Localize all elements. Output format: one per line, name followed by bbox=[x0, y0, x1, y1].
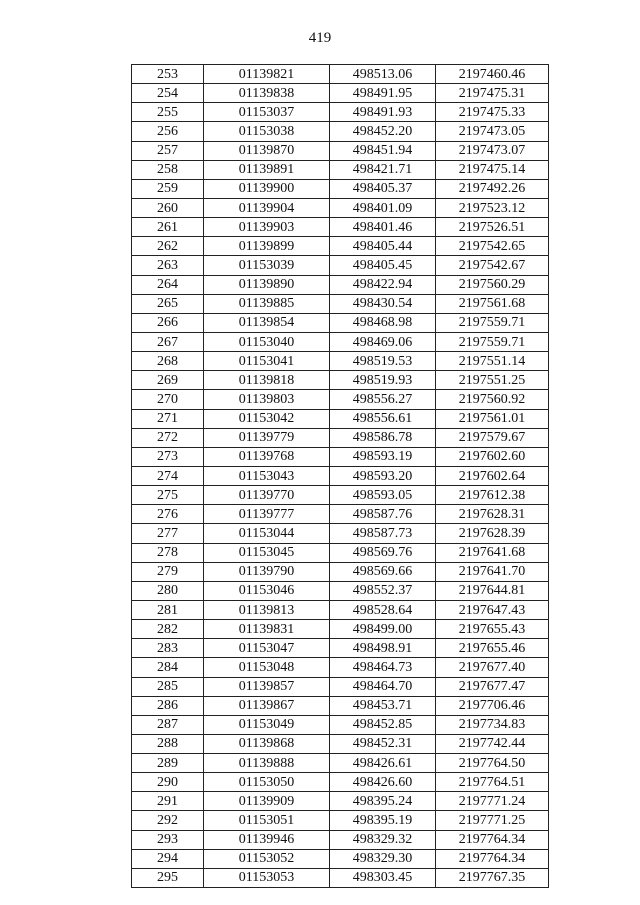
table-row bbox=[132, 715, 549, 734]
x-coordinate-cell: 498519.93 bbox=[330, 371, 436, 390]
y-coordinate-cell: 2197542.65 bbox=[436, 237, 549, 256]
code-cell: 01139790 bbox=[204, 562, 330, 581]
x-coordinate-cell: 498464.70 bbox=[330, 677, 436, 696]
point-number-cell: 261 bbox=[132, 218, 204, 237]
code-cell: 01153048 bbox=[204, 658, 330, 677]
y-coordinate-cell: 2197628.39 bbox=[436, 524, 549, 543]
point-number-cell: 294 bbox=[132, 849, 204, 868]
point-number-cell: 293 bbox=[132, 830, 204, 849]
code-cell: 01139868 bbox=[204, 734, 330, 753]
x-coordinate-cell: 498329.32 bbox=[330, 830, 436, 849]
table-row bbox=[132, 658, 549, 677]
table-row bbox=[132, 620, 549, 639]
x-coordinate-cell: 498452.20 bbox=[330, 122, 436, 141]
table-row bbox=[132, 390, 549, 409]
x-coordinate-cell: 498593.19 bbox=[330, 447, 436, 466]
y-coordinate-cell: 2197475.31 bbox=[436, 84, 549, 103]
x-coordinate-cell: 498519.53 bbox=[330, 352, 436, 371]
point-number-cell: 253 bbox=[132, 65, 204, 84]
point-number-cell: 288 bbox=[132, 734, 204, 753]
table-row bbox=[132, 371, 549, 390]
y-coordinate-cell: 2197771.25 bbox=[436, 811, 549, 830]
x-coordinate-cell: 498421.71 bbox=[330, 160, 436, 179]
code-cell: 01139854 bbox=[204, 313, 330, 332]
x-coordinate-cell: 498587.76 bbox=[330, 505, 436, 524]
code-cell: 01139870 bbox=[204, 141, 330, 160]
table-row bbox=[132, 256, 549, 275]
point-number-cell: 282 bbox=[132, 620, 204, 639]
table-row bbox=[132, 639, 549, 658]
x-coordinate-cell: 498468.98 bbox=[330, 313, 436, 332]
code-cell: 01139904 bbox=[204, 198, 330, 217]
table-row bbox=[132, 141, 549, 160]
y-coordinate-cell: 2197523.12 bbox=[436, 198, 549, 217]
code-cell: 01153044 bbox=[204, 524, 330, 543]
point-number-cell: 275 bbox=[132, 486, 204, 505]
table-row bbox=[132, 237, 549, 256]
code-cell: 01139803 bbox=[204, 390, 330, 409]
x-coordinate-cell: 498469.06 bbox=[330, 332, 436, 351]
y-coordinate-cell: 2197559.71 bbox=[436, 313, 549, 332]
code-cell: 01139838 bbox=[204, 84, 330, 103]
code-cell: 01139946 bbox=[204, 830, 330, 849]
table-row bbox=[132, 524, 549, 543]
y-coordinate-cell: 2197475.14 bbox=[436, 160, 549, 179]
x-coordinate-cell: 498401.09 bbox=[330, 198, 436, 217]
point-number-cell: 291 bbox=[132, 792, 204, 811]
point-number-cell: 257 bbox=[132, 141, 204, 160]
table-row bbox=[132, 600, 549, 619]
x-coordinate-cell: 498491.95 bbox=[330, 84, 436, 103]
table-row bbox=[132, 562, 549, 581]
y-coordinate-cell: 2197641.68 bbox=[436, 543, 549, 562]
y-coordinate-cell: 2197561.01 bbox=[436, 409, 549, 428]
code-cell: 01139899 bbox=[204, 237, 330, 256]
y-coordinate-cell: 2197764.51 bbox=[436, 773, 549, 792]
table-row bbox=[132, 352, 549, 371]
x-coordinate-cell: 498593.05 bbox=[330, 486, 436, 505]
table-row bbox=[132, 179, 549, 198]
table-row bbox=[132, 409, 549, 428]
x-coordinate-cell: 498593.20 bbox=[330, 466, 436, 485]
x-coordinate-cell: 498401.46 bbox=[330, 218, 436, 237]
code-cell: 01139867 bbox=[204, 696, 330, 715]
y-coordinate-cell: 2197734.83 bbox=[436, 715, 549, 734]
x-coordinate-cell: 498513.06 bbox=[330, 65, 436, 84]
code-cell: 01139888 bbox=[204, 754, 330, 773]
point-number-cell: 270 bbox=[132, 390, 204, 409]
point-number-cell: 289 bbox=[132, 754, 204, 773]
code-cell: 01139857 bbox=[204, 677, 330, 696]
table-body bbox=[132, 65, 549, 888]
point-number-cell: 278 bbox=[132, 543, 204, 562]
x-coordinate-cell: 498586.78 bbox=[330, 428, 436, 447]
table-row bbox=[132, 754, 549, 773]
code-cell: 01139890 bbox=[204, 275, 330, 294]
code-cell: 01153052 bbox=[204, 849, 330, 868]
table-row bbox=[132, 696, 549, 715]
y-coordinate-cell: 2197706.46 bbox=[436, 696, 549, 715]
table-row bbox=[132, 734, 549, 753]
point-number-cell: 273 bbox=[132, 447, 204, 466]
y-coordinate-cell: 2197677.47 bbox=[436, 677, 549, 696]
x-coordinate-cell: 498452.31 bbox=[330, 734, 436, 753]
x-coordinate-cell: 498552.37 bbox=[330, 581, 436, 600]
code-cell: 01153040 bbox=[204, 332, 330, 351]
code-cell: 01153038 bbox=[204, 122, 330, 141]
point-number-cell: 263 bbox=[132, 256, 204, 275]
code-cell: 01139779 bbox=[204, 428, 330, 447]
coordinates-table bbox=[131, 64, 549, 888]
code-cell: 01153051 bbox=[204, 811, 330, 830]
code-cell: 01139885 bbox=[204, 294, 330, 313]
y-coordinate-cell: 2197677.40 bbox=[436, 658, 549, 677]
point-number-cell: 265 bbox=[132, 294, 204, 313]
code-cell: 01139818 bbox=[204, 371, 330, 390]
table-row bbox=[132, 677, 549, 696]
x-coordinate-cell: 498453.71 bbox=[330, 696, 436, 715]
x-coordinate-cell: 498499.00 bbox=[330, 620, 436, 639]
point-number-cell: 259 bbox=[132, 179, 204, 198]
code-cell: 01139770 bbox=[204, 486, 330, 505]
y-coordinate-cell: 2197771.24 bbox=[436, 792, 549, 811]
table-row bbox=[132, 447, 549, 466]
table-row bbox=[132, 486, 549, 505]
point-number-cell: 276 bbox=[132, 505, 204, 524]
x-coordinate-cell: 498426.61 bbox=[330, 754, 436, 773]
y-coordinate-cell: 2197551.14 bbox=[436, 352, 549, 371]
y-coordinate-cell: 2197551.25 bbox=[436, 371, 549, 390]
x-coordinate-cell: 498329.30 bbox=[330, 849, 436, 868]
code-cell: 01139909 bbox=[204, 792, 330, 811]
x-coordinate-cell: 498569.66 bbox=[330, 562, 436, 581]
x-coordinate-cell: 498405.44 bbox=[330, 237, 436, 256]
y-coordinate-cell: 2197560.92 bbox=[436, 390, 549, 409]
y-coordinate-cell: 2197647.43 bbox=[436, 600, 549, 619]
code-cell: 01153039 bbox=[204, 256, 330, 275]
y-coordinate-cell: 2197764.50 bbox=[436, 754, 549, 773]
code-cell: 01153050 bbox=[204, 773, 330, 792]
x-coordinate-cell: 498464.73 bbox=[330, 658, 436, 677]
code-cell: 01153045 bbox=[204, 543, 330, 562]
y-coordinate-cell: 2197560.29 bbox=[436, 275, 549, 294]
y-coordinate-cell: 2197628.31 bbox=[436, 505, 549, 524]
x-coordinate-cell: 498451.94 bbox=[330, 141, 436, 160]
point-number-cell: 286 bbox=[132, 696, 204, 715]
y-coordinate-cell: 2197764.34 bbox=[436, 849, 549, 868]
x-coordinate-cell: 498587.73 bbox=[330, 524, 436, 543]
x-coordinate-cell: 498491.93 bbox=[330, 103, 436, 122]
point-number-cell: 290 bbox=[132, 773, 204, 792]
x-coordinate-cell: 498422.94 bbox=[330, 275, 436, 294]
point-number-cell: 269 bbox=[132, 371, 204, 390]
x-coordinate-cell: 498395.24 bbox=[330, 792, 436, 811]
table-row bbox=[132, 428, 549, 447]
table-row bbox=[132, 849, 549, 868]
x-coordinate-cell: 498498.91 bbox=[330, 639, 436, 658]
x-coordinate-cell: 498405.37 bbox=[330, 179, 436, 198]
code-cell: 01139903 bbox=[204, 218, 330, 237]
table-row bbox=[132, 103, 549, 122]
y-coordinate-cell: 2197475.33 bbox=[436, 103, 549, 122]
x-coordinate-cell: 498430.54 bbox=[330, 294, 436, 313]
y-coordinate-cell: 2197644.81 bbox=[436, 581, 549, 600]
code-cell: 01153043 bbox=[204, 466, 330, 485]
table-row bbox=[132, 294, 549, 313]
y-coordinate-cell: 2197473.07 bbox=[436, 141, 549, 160]
code-cell: 01153041 bbox=[204, 352, 330, 371]
table-row bbox=[132, 160, 549, 179]
code-cell: 01139821 bbox=[204, 65, 330, 84]
table-row bbox=[132, 313, 549, 332]
table-row bbox=[132, 792, 549, 811]
point-number-cell: 285 bbox=[132, 677, 204, 696]
table-row bbox=[132, 581, 549, 600]
code-cell: 01153053 bbox=[204, 868, 330, 887]
code-cell: 01139768 bbox=[204, 447, 330, 466]
code-cell: 01153042 bbox=[204, 409, 330, 428]
y-coordinate-cell: 2197764.34 bbox=[436, 830, 549, 849]
y-coordinate-cell: 2197492.26 bbox=[436, 179, 549, 198]
x-coordinate-cell: 498303.45 bbox=[330, 868, 436, 887]
point-number-cell: 268 bbox=[132, 352, 204, 371]
point-number-cell: 255 bbox=[132, 103, 204, 122]
y-coordinate-cell: 2197655.43 bbox=[436, 620, 549, 639]
point-number-cell: 280 bbox=[132, 581, 204, 600]
x-coordinate-cell: 498452.85 bbox=[330, 715, 436, 734]
point-number-cell: 281 bbox=[132, 600, 204, 619]
y-coordinate-cell: 2197561.68 bbox=[436, 294, 549, 313]
y-coordinate-cell: 2197742.44 bbox=[436, 734, 549, 753]
point-number-cell: 279 bbox=[132, 562, 204, 581]
table-row bbox=[132, 218, 549, 237]
point-number-cell: 262 bbox=[132, 237, 204, 256]
table-row bbox=[132, 275, 549, 294]
table-row bbox=[132, 868, 549, 887]
code-cell: 01139900 bbox=[204, 179, 330, 198]
table-row bbox=[132, 65, 549, 84]
y-coordinate-cell: 2197579.67 bbox=[436, 428, 549, 447]
table-row bbox=[132, 830, 549, 849]
code-cell: 01139891 bbox=[204, 160, 330, 179]
y-coordinate-cell: 2197602.60 bbox=[436, 447, 549, 466]
table-row bbox=[132, 773, 549, 792]
page-number: 419 bbox=[308, 30, 332, 46]
table-row bbox=[132, 332, 549, 351]
code-cell: 01153049 bbox=[204, 715, 330, 734]
x-coordinate-cell: 498556.61 bbox=[330, 409, 436, 428]
y-coordinate-cell: 2197460.46 bbox=[436, 65, 549, 84]
code-cell: 01153046 bbox=[204, 581, 330, 600]
point-number-cell: 260 bbox=[132, 198, 204, 217]
y-coordinate-cell: 2197473.05 bbox=[436, 122, 549, 141]
point-number-cell: 254 bbox=[132, 84, 204, 103]
y-coordinate-cell: 2197612.38 bbox=[436, 486, 549, 505]
x-coordinate-cell: 498569.76 bbox=[330, 543, 436, 562]
code-cell: 01153047 bbox=[204, 639, 330, 658]
point-number-cell: 292 bbox=[132, 811, 204, 830]
point-number-cell: 272 bbox=[132, 428, 204, 447]
table-row bbox=[132, 543, 549, 562]
y-coordinate-cell: 2197767.35 bbox=[436, 868, 549, 887]
point-number-cell: 256 bbox=[132, 122, 204, 141]
table-row bbox=[132, 122, 549, 141]
x-coordinate-cell: 498426.60 bbox=[330, 773, 436, 792]
table-row bbox=[132, 84, 549, 103]
table-row bbox=[132, 811, 549, 830]
point-number-cell: 271 bbox=[132, 409, 204, 428]
table-row bbox=[132, 198, 549, 217]
x-coordinate-cell: 498395.19 bbox=[330, 811, 436, 830]
table-row bbox=[132, 505, 549, 524]
x-coordinate-cell: 498556.27 bbox=[330, 390, 436, 409]
y-coordinate-cell: 2197641.70 bbox=[436, 562, 549, 581]
y-coordinate-cell: 2197559.71 bbox=[436, 332, 549, 351]
code-cell: 01139777 bbox=[204, 505, 330, 524]
point-number-cell: 284 bbox=[132, 658, 204, 677]
x-coordinate-cell: 498528.64 bbox=[330, 600, 436, 619]
code-cell: 01139813 bbox=[204, 600, 330, 619]
y-coordinate-cell: 2197542.67 bbox=[436, 256, 549, 275]
point-number-cell: 277 bbox=[132, 524, 204, 543]
point-number-cell: 283 bbox=[132, 639, 204, 658]
table-row bbox=[132, 466, 549, 485]
y-coordinate-cell: 2197526.51 bbox=[436, 218, 549, 237]
point-number-cell: 258 bbox=[132, 160, 204, 179]
point-number-cell: 267 bbox=[132, 332, 204, 351]
code-cell: 01153037 bbox=[204, 103, 330, 122]
code-cell: 01139831 bbox=[204, 620, 330, 639]
point-number-cell: 264 bbox=[132, 275, 204, 294]
point-number-cell: 274 bbox=[132, 466, 204, 485]
point-number-cell: 295 bbox=[132, 868, 204, 887]
y-coordinate-cell: 2197602.64 bbox=[436, 466, 549, 485]
point-number-cell: 287 bbox=[132, 715, 204, 734]
point-number-cell: 266 bbox=[132, 313, 204, 332]
y-coordinate-cell: 2197655.46 bbox=[436, 639, 549, 658]
x-coordinate-cell: 498405.45 bbox=[330, 256, 436, 275]
